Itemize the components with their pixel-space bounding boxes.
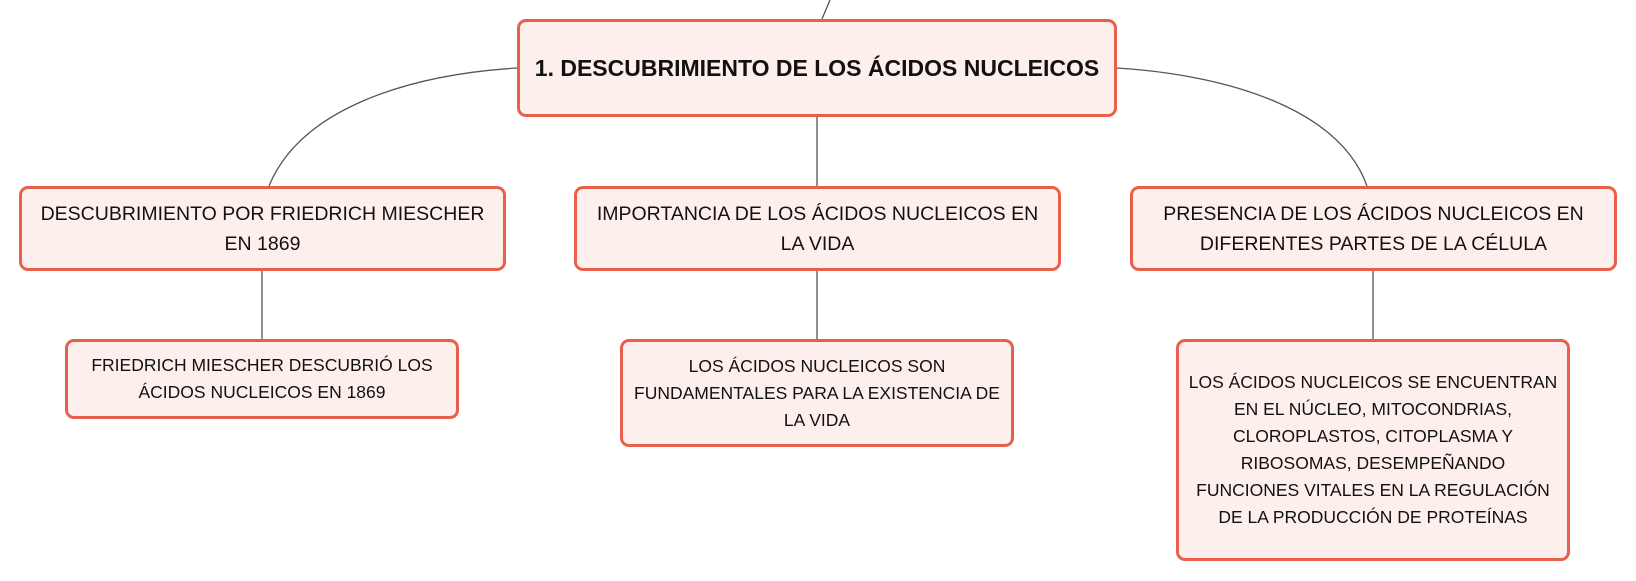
subtopic-label: LOS ÁCIDOS NUCLEICOS SON FUNDAMENTALES PARA LA EXISTENCIA DE LA VIDA <box>634 355 1000 430</box>
connector-root-to-branch-1 <box>269 68 517 186</box>
subtopic-label: LOS ÁCIDOS NUCLEICOS SE ENCUENTRAN EN EL NÚCLEO, MITOCONDRIAS, CLOROPLASTOS, CITOPLASMA Y RIBOSOMAS, DESEMPEÑANDO FUNCIONES VITALES EN LA REGULACIÓN DE LA PRODUCCIÓN DE PROTEÍNAS <box>1188 372 1558 527</box>
subtopic-label: FRIEDRICH MIESCHER DESCUBRIÓ LOS ÁCIDOS NUCLEICOS EN 1869 <box>91 355 433 402</box>
topic-node-miescher-discovery[interactable] <box>19 186 506 271</box>
subtopic-node-cell-presence-detail[interactable] <box>1176 339 1570 561</box>
topic-label: IMPORTANCIA DE LOS ÁCIDOS NUCLEICOS EN LA VIDA <box>596 202 1039 255</box>
topic-node-cell-presence[interactable] <box>1130 186 1617 271</box>
connector-to-parent <box>822 0 830 19</box>
connector-root-to-branch-3 <box>1117 68 1367 186</box>
topic-label: PRESENCIA DE LOS ÁCIDOS NUCLEICOS EN DIFERENTES PARTES DE LA CÉLULA <box>1163 202 1584 255</box>
topic-label: DESCUBRIMIENTO POR FRIEDRICH MIESCHER EN 1869 <box>40 202 485 255</box>
topic-node-importance[interactable] <box>574 186 1061 271</box>
root-topic-node[interactable] <box>517 19 1117 117</box>
root-topic-label: 1. DESCUBRIMIENTO DE LOS ÁCIDOS NUCLEICOS <box>534 54 1100 81</box>
subtopic-node-miescher-detail[interactable] <box>65 339 459 419</box>
subtopic-node-importance-detail[interactable] <box>620 339 1014 447</box>
